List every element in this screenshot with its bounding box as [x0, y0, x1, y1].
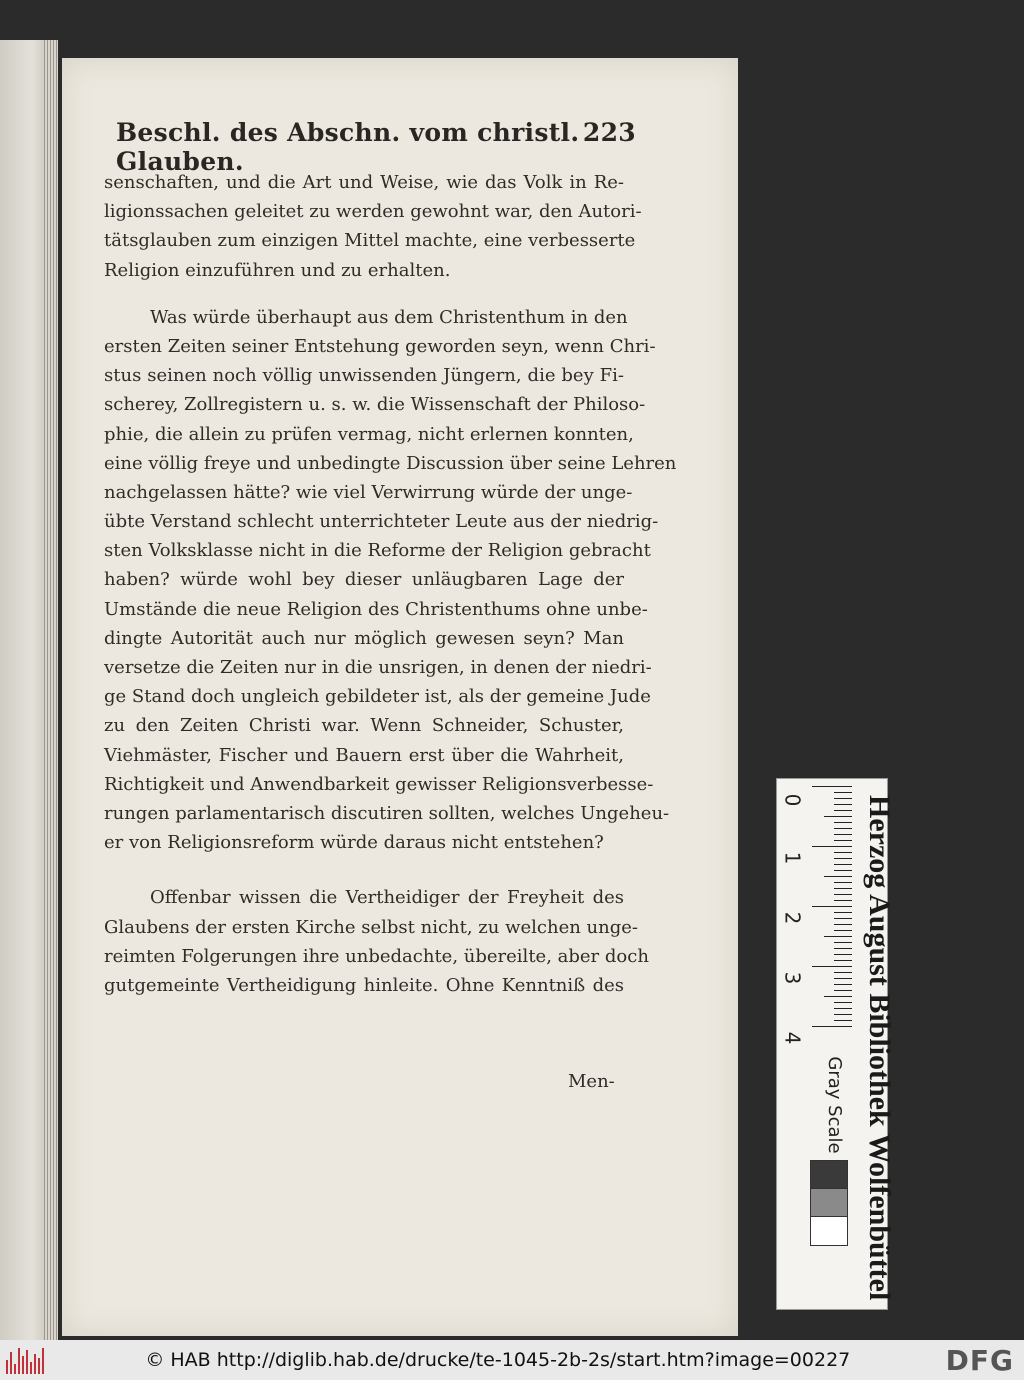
ruler-tick — [834, 882, 852, 883]
text-line: Religion einzuführen und zu erhalten. — [104, 259, 451, 281]
ruler-tick — [834, 870, 852, 871]
footer-bar — [0, 1340, 1024, 1380]
text-line: übte Verstand schlecht unterrichteter Leute aus der niedrig- — [104, 511, 659, 533]
body-text — [104, 168, 677, 1000]
ruler-number: 0 — [780, 793, 805, 807]
ruler-tick — [834, 1008, 852, 1009]
ruler-tick — [834, 810, 852, 811]
text-line: Offenbar wissen die Vertheidiger der Freyheit des — [150, 887, 624, 909]
hab-logo-icon — [6, 1346, 50, 1374]
ruler-tick — [834, 972, 852, 973]
text-line: er von Religionsreform würde daraus nicht entstehen? — [104, 832, 604, 854]
header-title: Beschl. des Abschn. vom christl. Glauben. — [116, 118, 580, 176]
ruler-tick — [834, 912, 852, 913]
text-line: Glaubens der ersten Kirche selbst nicht, zu welchen unge- — [104, 916, 638, 938]
text-line: gutgemeinte Vertheidigung hinleite. Ohne Kenntniß des — [104, 974, 624, 996]
ruler-tick — [812, 1026, 852, 1027]
ruler-tick — [824, 876, 852, 877]
ruler-tick — [812, 906, 852, 907]
ruler-tick — [834, 798, 852, 799]
ruler-tick — [834, 918, 852, 919]
ruler-tick — [834, 954, 852, 955]
ruler-tick — [812, 966, 852, 967]
ruler-tick — [824, 936, 852, 937]
ruler-tick — [834, 840, 852, 841]
ruler-number: 3 — [780, 971, 805, 985]
ruler-tick — [834, 894, 852, 895]
ruler-tick — [834, 1002, 852, 1003]
ruler-tick — [834, 990, 852, 991]
text-line: Richtigkeit und Anwendbarkeit gewisser Religionsverbesse- — [104, 773, 654, 795]
text-line: ge Stand doch ungleich gebildeter ist, als der gemeine Jude — [104, 686, 651, 708]
gray-swatch-mid — [810, 1188, 848, 1218]
ruler-tick — [834, 852, 852, 853]
ruler-tick — [834, 888, 852, 889]
ruler-number: 2 — [780, 911, 805, 925]
text-line: scherey, Zollregistern u. s. w. die Wissenschaft der Philoso- — [104, 394, 646, 416]
text-line: ligionssachen geleitet zu werden gewohnt war, den Autori- — [104, 201, 642, 223]
ruler-tick — [834, 924, 852, 925]
ruler-tick — [834, 978, 852, 979]
ruler-tick — [834, 804, 852, 805]
ruler-tick — [834, 1014, 852, 1015]
text-line: stus seinen noch völlig unwissenden Jüngern, die bey Fi- — [104, 365, 624, 387]
ruler-tick — [834, 792, 852, 793]
dfg-logo: DFG — [945, 1343, 1014, 1377]
catchword: Men- — [568, 1071, 615, 1092]
ruler-tick — [834, 960, 852, 961]
text-line: nachgelassen hätte? wie viel Verwirrung würde der unge- — [104, 481, 633, 503]
text-line: Was würde überhaupt aus dem Christenthum in den — [150, 306, 628, 328]
text-line: zu den Zeiten Christi war. Wenn Schneider, Schuster, — [104, 715, 624, 737]
gray-swatch-white — [810, 1216, 848, 1246]
ruler-tick — [834, 900, 852, 901]
text-line: ersten Zeiten seiner Entstehung geworden seyn, wenn Chri- — [104, 335, 656, 357]
text-line: reimten Folgerungen ihre unbedachte, übereilte, aber doch — [104, 945, 649, 967]
ruler-tick — [834, 984, 852, 985]
text-line: rungen parlamentarisch discutiren sollten, welches Ungeheu- — [104, 802, 670, 824]
text-line: versetze die Zeiten nur in die unsrigen, in denen der niedri- — [104, 657, 652, 678]
gray-swatch-dark — [810, 1160, 848, 1190]
ruler-tick — [834, 828, 852, 829]
ruler-tick — [834, 858, 852, 859]
ruler-number: 4 — [780, 1031, 805, 1045]
text-line: eine völlig freye und unbedingte Discussion über seine Lehren — [104, 452, 677, 474]
page-number: 223 — [582, 118, 636, 147]
text-line: sten Volksklasse nicht in die Reforme der Religion gebracht — [104, 540, 651, 562]
text-line: haben? würde wohl bey dieser unläugbaren Lage der — [104, 569, 624, 591]
ruler-tick — [834, 1020, 852, 1021]
ruler-tick — [834, 930, 852, 931]
ruler-tick — [812, 846, 852, 847]
ruler-tick — [834, 864, 852, 865]
ruler-tick — [834, 942, 852, 943]
ruler-number: 1 — [780, 851, 805, 865]
ruler-tick — [824, 816, 852, 817]
text-line: phie, die allein zu prüfen vermag, nicht erlernen konnten, — [104, 423, 634, 445]
ruler-tick — [834, 822, 852, 823]
text-line: dingte Autorität auch nur möglich gewesen seyn? Man — [104, 627, 624, 649]
ruler-tick — [812, 786, 852, 787]
ruler — [804, 786, 852, 1038]
page-stack-edge — [44, 40, 58, 1340]
footer-credit-link[interactable]: © HAB http://diglib.hab.de/drucke/te-1045-2b-2s/start.htm?image=00227 — [145, 1349, 851, 1371]
text-line: Viehmäster, Fischer und Bauern erst über die Wahrheit, — [104, 744, 624, 766]
text-line: tätsglauben zum einzigen Mittel machte, eine verbesserte — [104, 230, 636, 252]
ruler-tick — [834, 948, 852, 949]
text-line: Umstände die neue Religion des Christenthums ohne unbe- — [104, 598, 648, 620]
ruler-tick — [824, 996, 852, 997]
gray-scale-label: Gray Scale — [824, 1056, 845, 1154]
text-line: senschaften, und die Art und Weise, wie das Volk in Re- — [104, 172, 624, 193]
ruler-tick — [834, 834, 852, 835]
library-name: Herzog August Bibliothek Wolfenbüttel — [863, 795, 896, 1301]
